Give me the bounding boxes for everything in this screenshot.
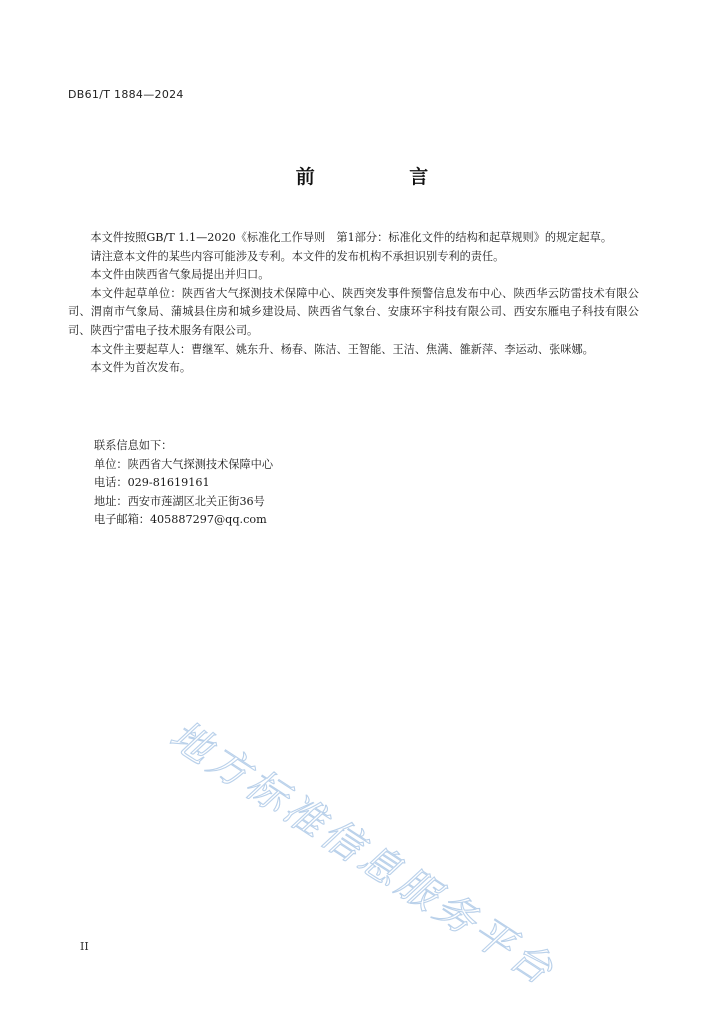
contact-heading: 联系信息如下： [94,439,173,452]
foreword-body [68,229,639,378]
paragraph-drafters: 本文件主要起草人：曹继军、姚东升、杨春、陈洁、王智能、王洁、焦满、雒新萍、李运动、张咪娜。 [90,342,594,356]
contact-address: 地址：西安市莲湖区北关正街36号 [94,494,265,508]
paragraph-patent-notice: 请注意本文件的某些内容可能涉及专利。本文件的发布机构不承担识别专利的责任。 [90,249,505,263]
contact-unit: 单位：陕西省大气探测技术保障中心 [94,457,274,471]
paragraph-proposer: 本文件由陕西省气象局提出并归口。 [90,268,270,282]
paragraph-first-release: 本文件为首次发布。 [90,361,192,375]
paragraph-drafting-rules: 本文件按照GB/T 1.1—2020《标准化工作导则 第1部分：标准化文件的结构和起草规则》的规定起草。 [90,231,613,244]
paragraph-drafting-units: 本文件起草单位：陕西省大气探测技术保障中心、陕西突发事件预警信息发布中心、陕西华云防雷技术有限公司、渭南市气象局、蒲城县住房和城乡建设局、陕西省气象台、安康环宇科技有限公司、西安东雁电子科技有限公司、陕西宁雷电子技术服务有限公司。 [68,286,639,337]
watermark: 地方标准信息服务平台 [161,712,565,996]
document-code: DB61/T 1884—2024 [68,88,184,101]
page-title: 前 言 [295,166,473,188]
contact-info [94,437,273,530]
contact-phone: 电话：029-81619161 [94,476,210,490]
page-number: II [80,940,89,953]
contact-email: 电子邮箱：405887297@qq.com [94,513,267,527]
